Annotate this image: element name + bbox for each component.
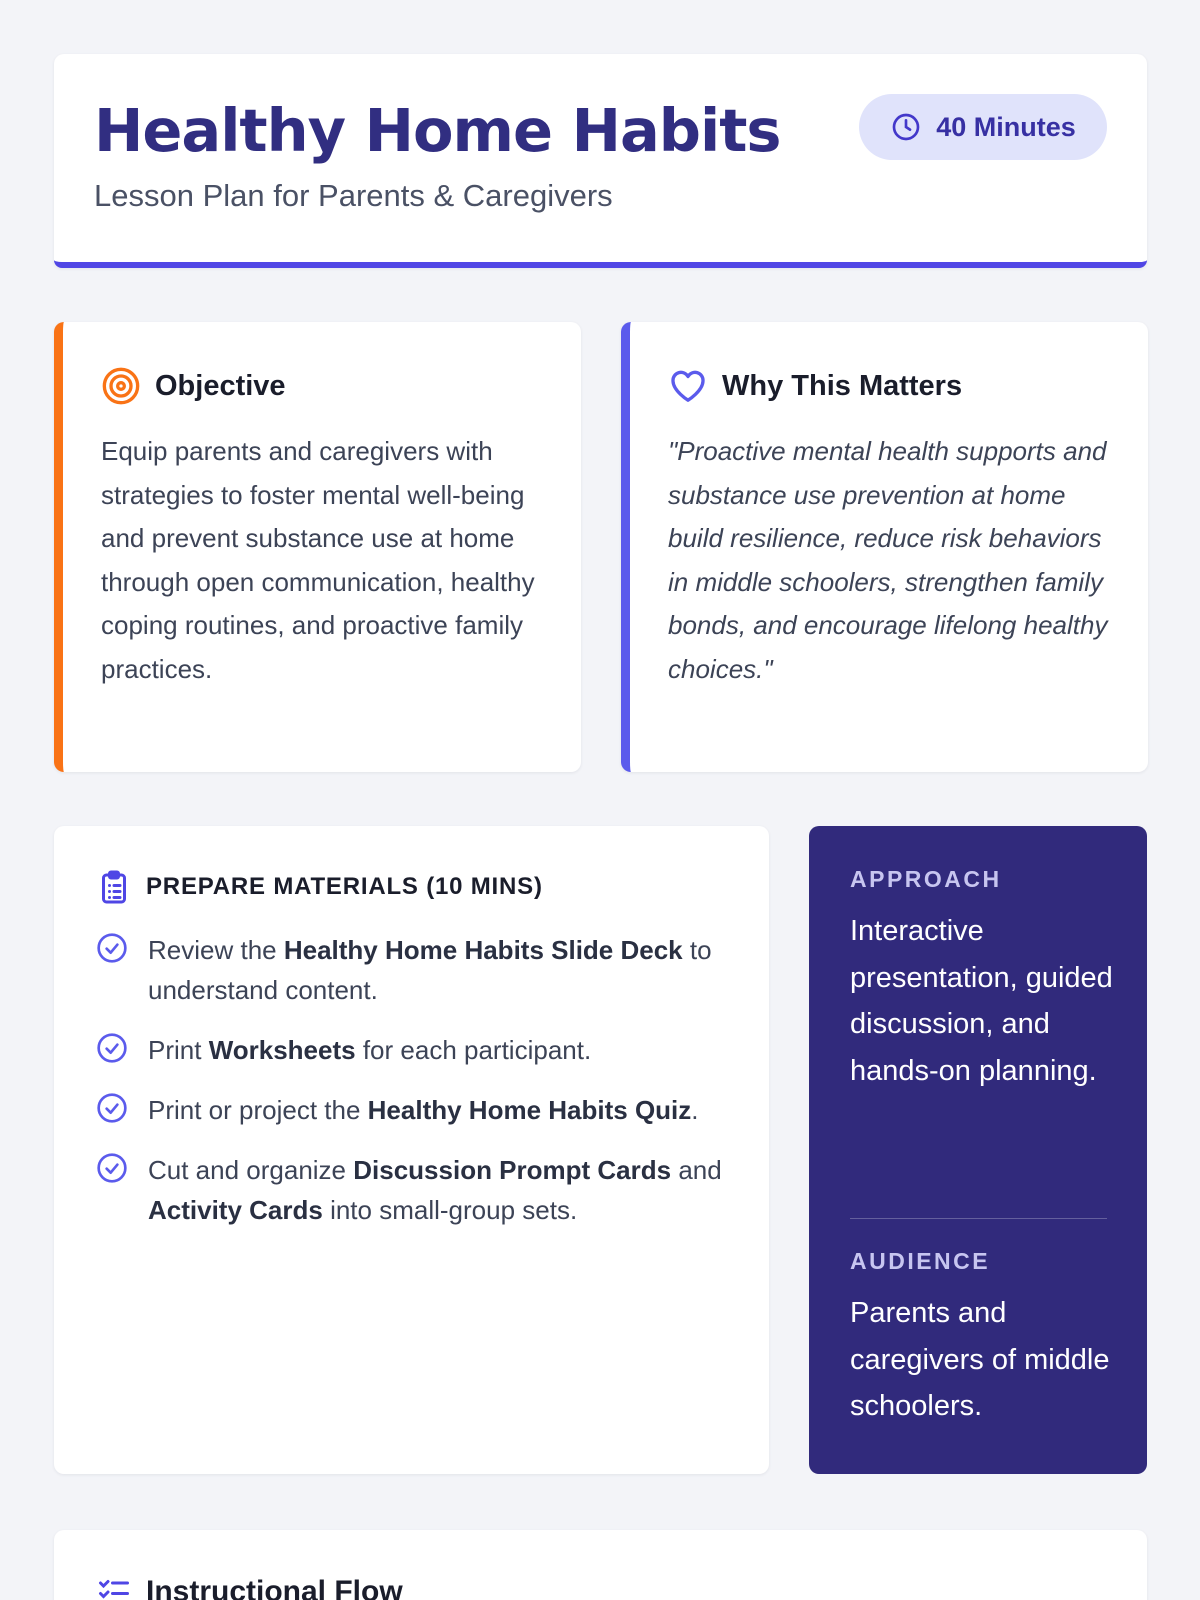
objective-text: Equip parents and caregivers with strategies to foster mental well-being and prevent substance use at home through open communication, healthy coping routines, and proactive family practices. — [101, 436, 535, 684]
list-item-text — [148, 930, 726, 1010]
approach-label: APPROACH — [850, 866, 1002, 892]
check-circle-icon — [96, 932, 128, 964]
objective-card — [54, 322, 581, 772]
list-item-text — [148, 1030, 591, 1070]
heart-icon — [668, 366, 708, 406]
page-title: Healthy Home Habits — [94, 96, 781, 165]
clipboard-icon — [96, 868, 132, 906]
list-item — [96, 1090, 726, 1130]
list-item — [96, 1030, 726, 1070]
lesson-header — [54, 54, 1147, 268]
checklist-icon — [96, 1574, 132, 1600]
list-item-emphasis: Healthy Home Habits Slide Deck — [283, 935, 683, 965]
list-item-fragment: Review the — [148, 935, 284, 965]
flow-title: Instructional Flow — [146, 1575, 403, 1600]
why-matters-quote: "Proactive mental health supports and substance use prevention at home build resilience, reduce risk behaviors in middle schoolers, strengthen family bonds, and encourage lifelong healthy choices." — [668, 436, 1108, 684]
materials-title: PREPARE MATERIALS (10 MINS) — [146, 873, 543, 900]
duration-badge — [859, 94, 1107, 160]
list-item-text — [148, 1090, 699, 1130]
list-item-emphasis: Healthy Home Habits Quiz — [367, 1095, 692, 1125]
list-item-fragment: Print — [148, 1035, 209, 1065]
list-item-fragment: into small-group sets. — [322, 1195, 578, 1225]
list-item-emphasis: Discussion Prompt Cards — [353, 1155, 672, 1185]
why-matters-card — [621, 322, 1148, 772]
materials-card — [54, 826, 769, 1474]
instructional-flow-card — [54, 1530, 1147, 1600]
duration-label: 40 Minutes — [936, 111, 1076, 142]
check-circle-icon — [96, 1092, 128, 1124]
check-circle-icon — [96, 1032, 128, 1064]
why-matters-title: Why This Matters — [722, 369, 963, 402]
page-subtitle: Lesson Plan for Parents & Caregivers — [94, 178, 613, 213]
audience-label: AUDIENCE — [850, 1248, 991, 1274]
list-item-fragment: to understand content. — [148, 935, 712, 1005]
list-item — [96, 1150, 726, 1230]
list-item-text — [148, 1150, 726, 1230]
audience-text: Parents and caregivers of middle schoolers. — [850, 1297, 1110, 1422]
check-circle-icon — [96, 1152, 128, 1184]
materials-list — [96, 930, 726, 1250]
list-item-emphasis: Worksheets — [208, 1035, 356, 1065]
approach-text: Interactive presentation, guided discussion, and hands-on planning. — [850, 915, 1113, 1087]
list-item — [96, 930, 726, 1010]
panel-divider — [850, 1218, 1107, 1219]
list-item-fragment: . — [691, 1095, 699, 1125]
list-item-fragment: and — [671, 1155, 722, 1185]
approach-panel — [809, 826, 1147, 1474]
list-item-fragment: for each participant. — [355, 1035, 592, 1065]
list-item-fragment: Print or project the — [148, 1095, 368, 1125]
objective-title: Objective — [155, 369, 286, 402]
list-item-fragment: Cut and organize — [148, 1155, 354, 1185]
clock-icon — [890, 111, 922, 143]
list-item-emphasis: Activity Cards — [148, 1195, 323, 1225]
target-icon — [101, 366, 141, 406]
